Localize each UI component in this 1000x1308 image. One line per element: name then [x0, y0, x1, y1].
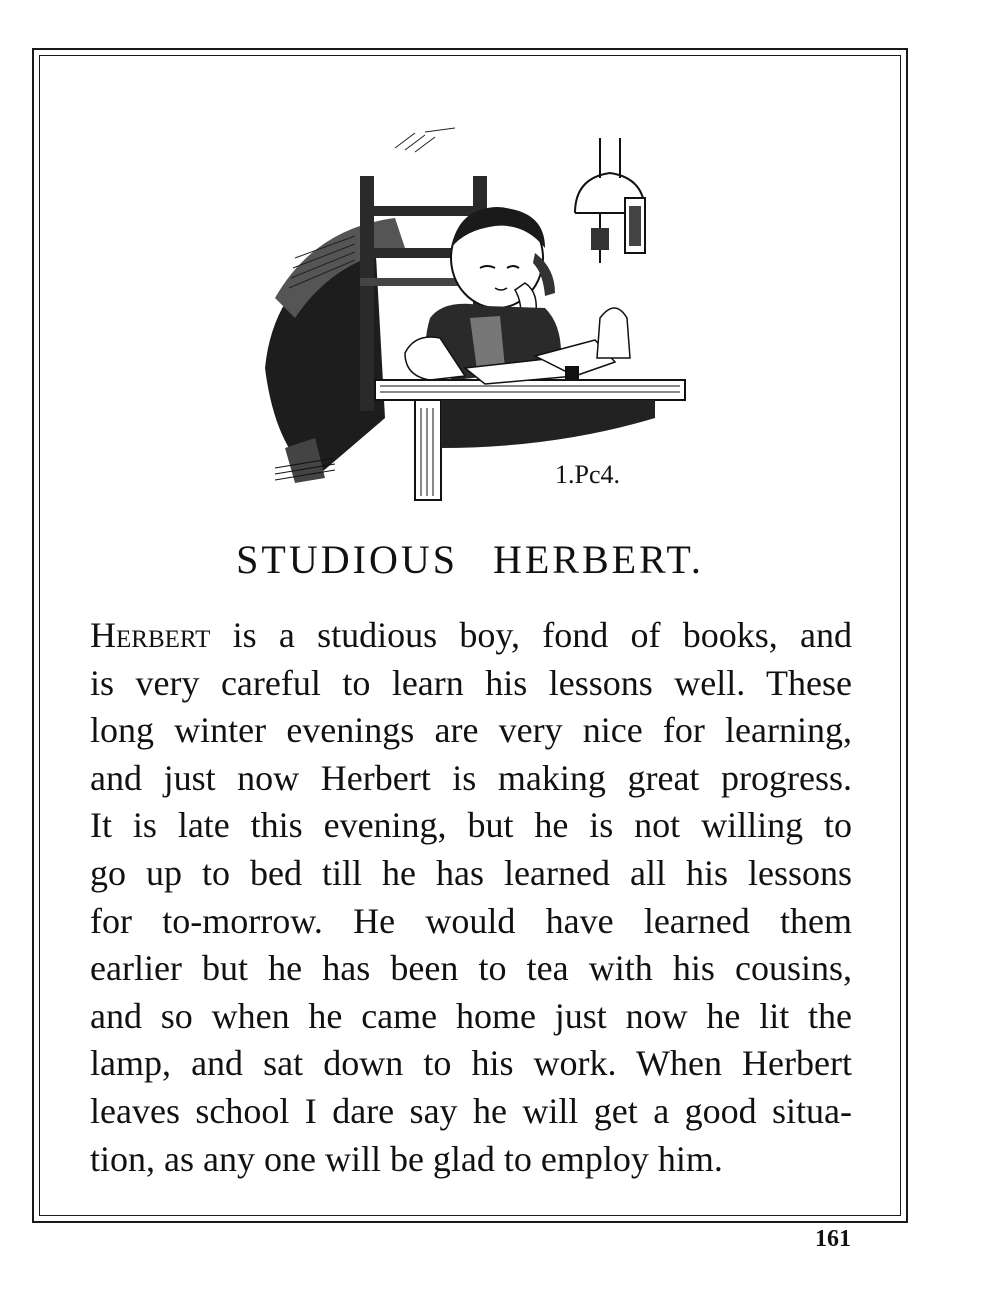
page-number: 161 [815, 1226, 851, 1252]
illustration-signature: 1.Pc4. [555, 460, 620, 489]
text-line-3: long winter evenings are very nice for learning, [90, 710, 852, 751]
text-line-7: for to-morrow. He would have learned them [90, 900, 852, 941]
text-line-1-rest: is a studious boy, fond of books, and [210, 615, 852, 655]
text-line-1 [90, 612, 852, 660]
text-line-2: is very careful to learn his lessons well. These [90, 662, 852, 703]
text-line-11: leaves school I dare say he will get a good situa- [90, 1090, 852, 1131]
page-title: STUDIOUS HERBERT. [236, 537, 704, 582]
text-line-8: earlier but he has been to tea with his cousins, [90, 948, 852, 989]
text-line-10: lamp, and sat down to his work. When Herbert [90, 1043, 852, 1084]
text-line-6: go up to bed till he has learned all his lessons [90, 852, 852, 893]
body-paragraph [90, 612, 852, 1183]
text-line-5: It is late this evening, but he is not willing to [90, 805, 852, 846]
text-line-9: and so when he came home just now he lit the [90, 995, 852, 1036]
text-line-4: and just now Herbert is making great progress. [90, 757, 852, 798]
text-line-12: tion, as any one will be glad to employ him. [90, 1138, 723, 1179]
drop-word: Herbert [90, 615, 211, 655]
illustration-boy-studying [255, 118, 695, 518]
